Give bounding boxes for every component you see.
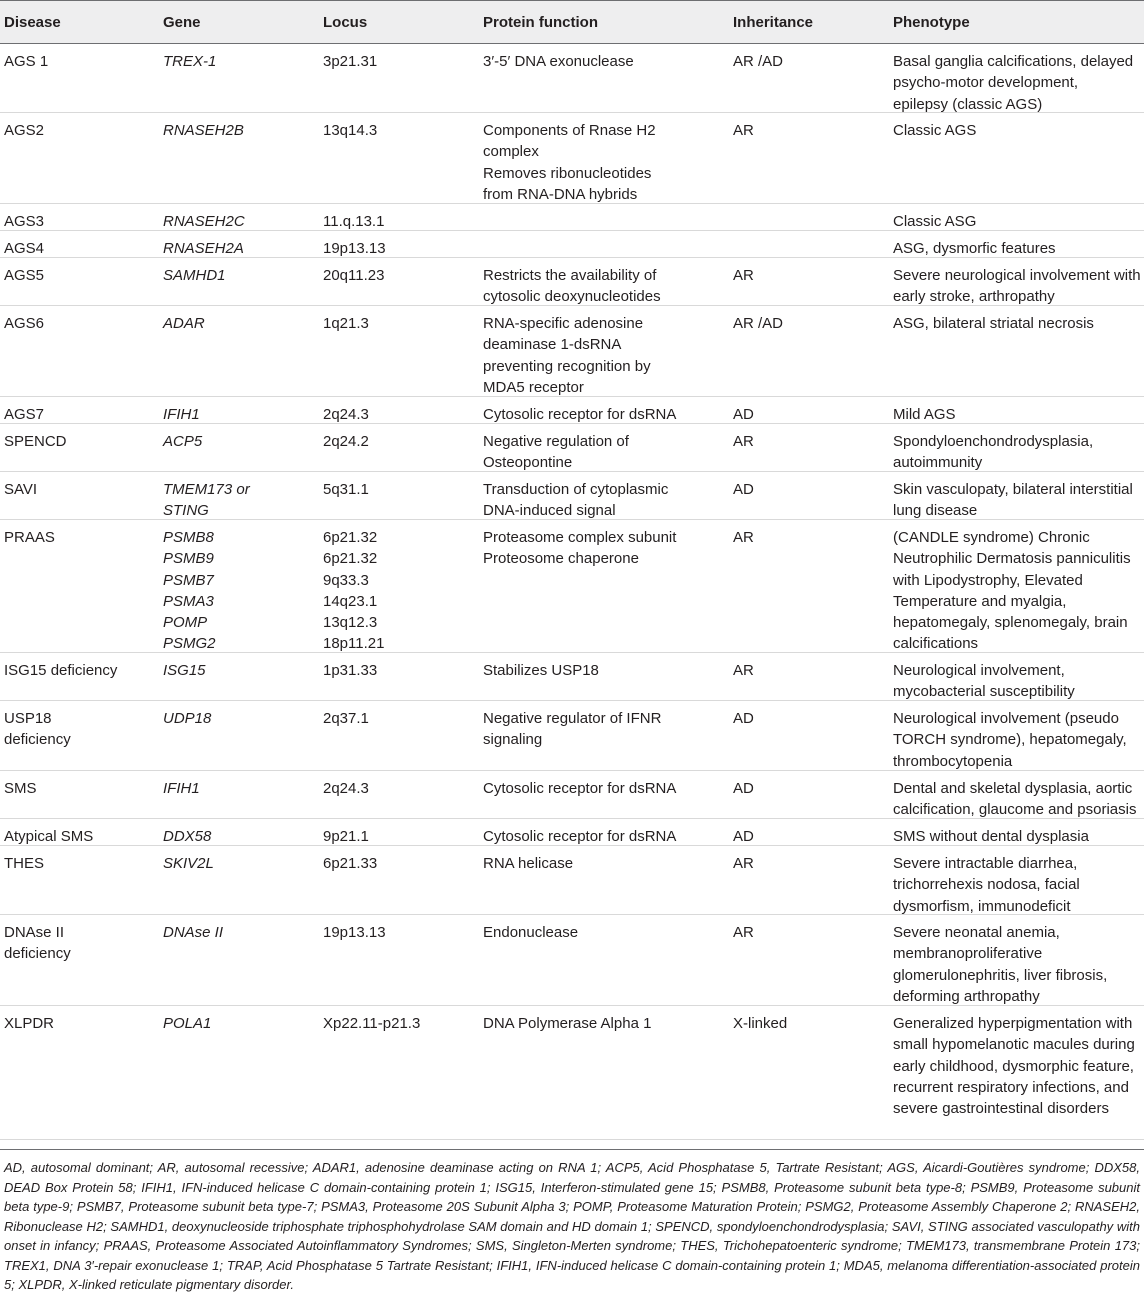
cell-line: hepatomegaly, splenomegaly, brain <box>893 614 1128 632</box>
cell-line: recurrent respiratory infections, and <box>893 1078 1129 1096</box>
cell-line: PSMA3 <box>163 592 214 610</box>
cell-line: AGS6 <box>4 315 45 332</box>
cell-line: calcifications <box>893 635 979 653</box>
cell-locus <box>323 265 473 286</box>
cell-line: DNAse II <box>4 924 65 941</box>
cell-line: PSMB7 <box>163 571 214 589</box>
cell-disease <box>4 1013 154 1034</box>
cell-line: Classic AGS <box>893 122 977 139</box>
cell-phenotype <box>893 527 1141 655</box>
cell-line: Transduction of cytoplasmic <box>483 481 669 498</box>
cell-line: ASG, bilateral striatal necrosis <box>893 315 1094 332</box>
cell-locus <box>323 853 473 874</box>
cell-disease <box>4 778 154 799</box>
cell-line: XLPDR <box>4 1015 55 1032</box>
cell-gene <box>163 120 313 141</box>
cell-line: mycobacterial susceptibility <box>893 683 1075 701</box>
cell-line: Classic ASG <box>893 213 977 230</box>
cell-line: thrombocytopenia <box>893 752 1013 770</box>
cell-line: MDA5 receptor <box>483 378 584 396</box>
table-row <box>0 771 1144 819</box>
cell-phenotype <box>893 265 1141 308</box>
cell-inheritance <box>733 826 883 847</box>
cell-line: deficiency <box>4 945 71 963</box>
cell-line: PSMB9 <box>163 550 214 568</box>
cell-line: AD <box>733 828 754 845</box>
cell-line: Negative regulator of IFNR <box>483 710 662 727</box>
table-row <box>0 113 1144 204</box>
cell-line: from RNA-DNA hybrids <box>483 185 638 203</box>
header-locus: Locus <box>323 14 368 31</box>
cell-line: complex <box>483 143 539 161</box>
cell-locus <box>323 211 473 232</box>
table-bottom-rule <box>0 1149 1144 1150</box>
cell-line: ISG15 <box>163 662 206 679</box>
cell-line: Basal ganglia calcifications, delayed <box>893 53 1134 70</box>
cell-line: AGS2 <box>4 122 45 139</box>
cell-line: 6p21.32 <box>323 550 378 568</box>
cell-line: trichorrehexis nodosa, facial <box>893 876 1080 894</box>
cell-line: AD <box>733 481 754 498</box>
cell-line: autoimmunity <box>893 454 983 472</box>
table-row <box>0 819 1144 846</box>
cell-locus <box>323 120 473 141</box>
cell-line: deaminase 1-dsRNA <box>483 336 622 354</box>
cell-locus <box>323 431 473 452</box>
cell-line: 19p13.13 <box>323 240 386 257</box>
cell-inheritance <box>733 404 883 425</box>
cell-line: Dental and skeletal dysplasia, aortic <box>893 780 1133 797</box>
cell-line: 3′-5′ DNA exonuclease <box>483 53 634 70</box>
cell-locus <box>323 404 473 425</box>
cell-line: PSMG2 <box>163 635 216 653</box>
cell-phenotype <box>893 431 1141 474</box>
cell-line: IFIH1 <box>163 780 200 797</box>
cell-disease <box>4 404 154 425</box>
cell-line: RNASEH2C <box>163 213 245 230</box>
cell-line: Cytosolic receptor for dsRNA <box>483 780 677 797</box>
cell-line: TMEM173 or <box>163 481 250 498</box>
cell-inheritance <box>733 479 883 500</box>
cell-line: 19p13.13 <box>323 924 386 941</box>
cell-protein-function <box>483 778 723 799</box>
cell-line: STING <box>163 502 209 520</box>
cell-line: Xp22.11-p21.3 <box>323 1015 421 1032</box>
cell-locus <box>323 479 473 500</box>
cell-line: Stabilizes USP18 <box>483 662 599 679</box>
cell-line: AR <box>733 924 754 941</box>
cell-phenotype <box>893 778 1141 821</box>
cell-gene <box>163 479 313 522</box>
cell-gene <box>163 265 313 286</box>
cell-line: severe gastrointestinal disorders <box>893 1100 1109 1118</box>
cell-disease <box>4 660 154 681</box>
cell-line: psycho-motor development, <box>893 74 1079 92</box>
cell-line: epilepsy (classic AGS) <box>893 95 1043 113</box>
cell-phenotype <box>893 708 1141 772</box>
cell-line: AR /AD <box>733 53 784 70</box>
cell-phenotype <box>893 922 1141 1007</box>
header-phenotype: Phenotype <box>893 14 970 31</box>
cell-line: 2q37.1 <box>323 710 369 727</box>
cell-protein-function <box>483 1013 723 1034</box>
cell-line: deforming arthropathy <box>893 987 1040 1005</box>
cell-line: early stroke, arthropathy <box>893 288 1055 306</box>
cell-line: 2q24.2 <box>323 433 369 450</box>
cell-gene <box>163 853 313 874</box>
cell-line: SMS without dental dysplasia <box>893 828 1089 845</box>
cell-line: SAVI <box>4 481 38 498</box>
cell-locus <box>323 238 473 259</box>
cell-gene <box>163 313 313 334</box>
header-gene: Gene <box>163 14 201 31</box>
cell-line: Cytosolic receptor for dsRNA <box>483 828 677 845</box>
cell-line: small hypomelanotic macules during <box>893 1036 1135 1054</box>
cell-gene <box>163 708 313 729</box>
cell-disease <box>4 853 154 874</box>
cell-inheritance <box>733 51 883 72</box>
cell-gene <box>163 826 313 847</box>
cell-line: TREX-1 <box>163 53 217 70</box>
cell-line: Temperature and myalgia, <box>893 592 1067 610</box>
cell-line: RNA-specific adenosine <box>483 315 644 332</box>
table-row <box>0 424 1144 472</box>
cell-line: DNAse II <box>163 924 224 941</box>
cell-line: Cytosolic receptor for dsRNA <box>483 406 677 423</box>
cell-locus <box>323 313 473 334</box>
cell-line: deficiency <box>4 731 71 749</box>
cell-inheritance <box>733 313 883 334</box>
cell-line: Skin vasculopaty, bilateral interstitial <box>893 481 1133 498</box>
table-row <box>0 204 1144 231</box>
cell-disease <box>4 527 154 548</box>
cell-phenotype <box>893 1013 1141 1119</box>
cell-locus <box>323 660 473 681</box>
cell-line: 13q12.3 <box>323 614 378 632</box>
cell-inheritance <box>733 853 883 874</box>
cell-protein-function <box>483 708 723 751</box>
table-row <box>0 915 1144 1006</box>
cell-gene <box>163 527 313 655</box>
cell-disease <box>4 826 154 847</box>
cell-line: IFIH1 <box>163 406 200 423</box>
cell-line: AR <box>733 855 754 872</box>
cell-phenotype <box>893 211 1141 232</box>
cell-gene <box>163 404 313 425</box>
cell-line: Osteopontine <box>483 454 573 472</box>
cell-phenotype <box>893 404 1141 425</box>
cell-gene <box>163 431 313 452</box>
cell-line: DDX58 <box>163 828 212 845</box>
cell-gene <box>163 211 313 232</box>
cell-disease <box>4 479 154 500</box>
cell-line: ISG15 deficiency <box>4 662 118 679</box>
cell-locus <box>323 527 473 655</box>
cell-inheritance <box>733 527 883 548</box>
cell-inheritance <box>733 1013 883 1034</box>
cell-inheritance <box>733 708 883 729</box>
table-row <box>0 472 1144 520</box>
cell-gene <box>163 238 313 259</box>
cell-line: Severe neurological involvement with <box>893 267 1141 284</box>
cell-protein-function <box>483 404 723 425</box>
cell-protein-function <box>483 313 723 398</box>
cell-line: AR <box>733 529 754 546</box>
table-header <box>0 0 1144 44</box>
table-row <box>0 231 1144 258</box>
cell-line: 6p21.32 <box>323 529 378 546</box>
header-disease: Disease <box>4 14 61 31</box>
cell-locus <box>323 778 473 799</box>
cell-line: calcification, glaucome and psoriasis <box>893 801 1137 819</box>
table-row <box>0 520 1144 653</box>
cell-line: Restricts the availability of <box>483 267 657 284</box>
cell-line: 9q33.3 <box>323 571 369 589</box>
cell-inheritance <box>733 120 883 141</box>
cell-locus <box>323 1013 473 1034</box>
cell-disease <box>4 431 154 452</box>
table-row <box>0 306 1144 397</box>
cell-line: AGS5 <box>4 267 45 284</box>
cell-line: AD <box>733 710 754 727</box>
cell-disease <box>4 51 154 72</box>
cell-line: 13q14.3 <box>323 122 378 139</box>
cell-line: with Lipodystrophy, Elevated <box>893 571 1083 589</box>
cell-protein-function <box>483 120 723 205</box>
cell-line: Proteosome chaperone <box>483 550 639 568</box>
header-protein-function: Protein function <box>483 14 598 31</box>
cell-protein-function <box>483 527 723 570</box>
cell-line: POLA1 <box>163 1015 212 1032</box>
cell-line: AGS3 <box>4 213 45 230</box>
cell-phenotype <box>893 238 1141 259</box>
table-row <box>0 1006 1144 1140</box>
cell-protein-function <box>483 431 723 474</box>
cell-inheritance <box>733 778 883 799</box>
cell-line: THES <box>4 855 45 872</box>
cell-line: Mild AGS <box>893 406 956 423</box>
table-row <box>0 653 1144 701</box>
cell-phenotype <box>893 826 1141 847</box>
cell-disease <box>4 708 154 751</box>
cell-line: ASG, dysmorfic features <box>893 240 1056 257</box>
cell-line: ADAR <box>163 315 205 332</box>
table-row <box>0 701 1144 771</box>
cell-line: AR <box>733 662 754 679</box>
table-footnote: AD, autosomal dominant; AR, autosomal recessive; ADAR1, adenosine deaminase acting on RNA 1; ACP5, Acid Phosphatase 5, Tartrate Resistant; AGS, Aicardi-Goutières syndrome; DDX58, DEAD Box Protein 58; IFIH1, IFN-induced helicase C domain-containing protein 1; ISG15, Interferon-stimulated gene 15; PSMB8, Proteasome subunit beta type-8; PSMB9, Proteasome subunit beta type-9; PSMB7, Proteasome subunit beta type-7; PSMA3, Proteasome 20S Subunit Alpha 3; POMP, Proteasome Maturation Protein; PSMG2, Proteasome Assembly Chaperone 2; RNASEH2, Ribonuclease H2; SAMHD1, deoxynucleoside triphosphate triphosphohydrolase SAM domain and HD domain 1; SPENCD, spondyloenchondrodysplasia; SAVI, STING associated vasculopathy with onset in infancy; PRAAS, Proteasome Associated Autoinflammatory Syndromes; SMS, Singleton-Merten syndrome; THES, Trichohepatoenteric syndrome; TMEM173, transmembrane Protein 173; TREX1, DNA 3′-repair exonuclease 1; TRAP, Acid Phosphatase 5 Tartrate Resistant; IFIH1, IFN-induced helicase C domain-containing protein 1; MDA5, melanoma differentiation-associated protein 5; XLPDR, X-linked reticulate pigmentary disorder. <box>4 1160 1140 1292</box>
cell-line: 18p11.21 <box>323 635 385 653</box>
cell-disease <box>4 211 154 232</box>
cell-line: 6p21.33 <box>323 855 378 872</box>
cell-disease <box>4 120 154 141</box>
cell-line: 11.q.13.1 <box>323 213 385 230</box>
cell-line: Severe intractable diarrhea, <box>893 855 1078 872</box>
cell-line: Neurological involvement, <box>893 662 1065 679</box>
cell-line: cytosolic deoxynucleotides <box>483 288 661 306</box>
cell-line: AR <box>733 433 754 450</box>
cell-line: X-linked <box>733 1015 788 1032</box>
cell-line: PSMB8 <box>163 529 214 546</box>
cell-inheritance <box>733 922 883 943</box>
cell-line: Atypical SMS <box>4 828 94 845</box>
cell-protein-function <box>483 479 723 522</box>
cell-line: Endonuclease <box>483 924 579 941</box>
cell-line: signaling <box>483 731 543 749</box>
cell-line: SAMHD1 <box>163 267 226 284</box>
cell-line: AR <box>733 267 754 284</box>
cell-line: AR /AD <box>733 315 784 332</box>
cell-line: Components of Rnase H2 <box>483 122 656 139</box>
cell-line: 2q24.3 <box>323 780 369 797</box>
cell-protein-function <box>483 660 723 681</box>
cell-gene <box>163 1013 313 1034</box>
cell-line: preventing recognition by <box>483 357 651 375</box>
table-row <box>0 846 1144 915</box>
cell-line: lung disease <box>893 502 978 520</box>
cell-locus <box>323 708 473 729</box>
cell-line: dysmorfism, immunodeficit <box>893 897 1071 915</box>
cell-line: 5q31.1 <box>323 481 369 498</box>
cell-line: 2q24.3 <box>323 406 369 423</box>
cell-line: Negative regulation of <box>483 433 629 450</box>
cell-phenotype <box>893 660 1141 703</box>
cell-line: USP18 <box>4 710 52 727</box>
cell-locus <box>323 826 473 847</box>
cell-protein-function <box>483 265 723 308</box>
cell-phenotype <box>893 51 1141 115</box>
cell-line: RNASEH2A <box>163 240 244 257</box>
header-inheritance: Inheritance <box>733 14 814 31</box>
cell-locus <box>323 922 473 943</box>
cell-line: AGS4 <box>4 240 45 257</box>
cell-line: DNA Polymerase Alpha 1 <box>483 1015 652 1032</box>
cell-line: Neutrophilic Dermatosis panniculitis <box>893 550 1131 568</box>
cell-line: SMS <box>4 780 37 797</box>
cell-inheritance <box>733 660 883 681</box>
cell-disease <box>4 265 154 286</box>
cell-phenotype <box>893 479 1141 522</box>
cell-line: UDP18 <box>163 710 212 727</box>
cell-line: ACP5 <box>163 433 203 450</box>
table-row <box>0 397 1144 424</box>
cell-line: SKIV2L <box>163 855 214 872</box>
cell-line: Proteasome complex subunit <box>483 529 677 546</box>
cell-gene <box>163 778 313 799</box>
cell-line: glomerulonephritis, liver fibrosis, <box>893 966 1108 984</box>
cell-line: AD <box>733 406 754 423</box>
cell-phenotype <box>893 853 1141 917</box>
cell-line: POMP <box>163 614 208 632</box>
cell-line: DNA-induced signal <box>483 502 616 520</box>
table-row <box>0 258 1144 306</box>
cell-line: 9p21.1 <box>323 828 369 845</box>
cell-line: Removes ribonucleotides <box>483 164 652 182</box>
cell-disease <box>4 313 154 334</box>
cell-line: Neurological involvement (pseudo <box>893 710 1119 727</box>
cell-line: 20q11.23 <box>323 267 385 284</box>
cell-line: RNASEH2B <box>163 122 244 139</box>
cell-line: 1q21.3 <box>323 315 369 332</box>
cell-line: 1p31.33 <box>323 662 378 679</box>
cell-line: AGS 1 <box>4 53 49 70</box>
cell-line: 3p21.31 <box>323 53 378 70</box>
cell-gene <box>163 660 313 681</box>
cell-gene <box>163 922 313 943</box>
cell-disease <box>4 922 154 965</box>
cell-line: TORCH syndrome), hepatomegaly, <box>893 731 1127 749</box>
cell-protein-function <box>483 922 723 943</box>
cell-disease <box>4 238 154 259</box>
cell-protein-function <box>483 853 723 874</box>
cell-line: Severe neonatal anemia, <box>893 924 1060 941</box>
cell-line: SPENCD <box>4 433 67 450</box>
table-row <box>0 44 1144 113</box>
cell-line: (CANDLE syndrome) Chronic <box>893 529 1090 546</box>
cell-protein-function <box>483 51 723 72</box>
cell-line: RNA helicase <box>483 855 574 872</box>
cell-line: AD <box>733 780 754 797</box>
cell-line: membranoproliferative <box>893 945 1043 963</box>
cell-line: Generalized hyperpigmentation with <box>893 1015 1133 1032</box>
cell-line: Spondyloenchondrodysplasia, <box>893 433 1094 450</box>
cell-protein-function <box>483 826 723 847</box>
table-body <box>0 44 1144 1140</box>
cell-line: 14q23.1 <box>323 592 378 610</box>
cell-gene <box>163 51 313 72</box>
cell-phenotype <box>893 120 1141 141</box>
cell-inheritance <box>733 431 883 452</box>
cell-line: AGS7 <box>4 406 45 423</box>
cell-inheritance <box>733 265 883 286</box>
cell-line: AR <box>733 122 754 139</box>
cell-line: PRAAS <box>4 529 55 546</box>
cell-locus <box>323 51 473 72</box>
cell-phenotype <box>893 313 1141 334</box>
cell-line: early childhood, dysmorphic feature, <box>893 1057 1134 1075</box>
